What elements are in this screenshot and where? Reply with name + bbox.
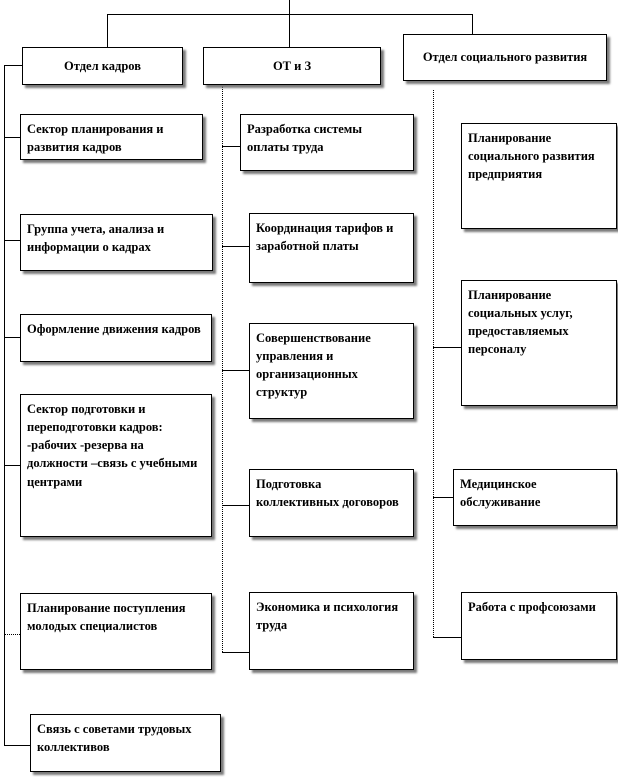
social-branch-2 [433,497,453,498]
hr-spine [4,65,5,745]
otz-item-pay-system: Разработка системы оплаты труда [240,114,414,171]
otz-spine [222,86,223,652]
top-connector [289,0,290,14]
drop-otz [289,14,290,47]
otz-item-management: Совершенствование управления и организационных структур [249,323,414,419]
department-otz-header: ОТ и З [203,47,381,85]
social-item-services: Планирование социальных услуг, предоставляемых персоналу [461,280,617,406]
otz-branch-1 [222,146,240,147]
hr-branch-4 [4,465,20,466]
hr-item-councils: Связь с советами трудовых коллективов [30,714,221,772]
hr-item-accounting: Группа учета, анализа и информации о кадрах [20,214,213,271]
hr-branch-1 [4,137,20,138]
social-item-planning: Планирование социального развития предприятия [461,123,617,229]
hr-item-young-specialists: Планирование поступления молодых специалистов [20,593,212,670]
otz-branch-4 [222,505,249,506]
hr-item-movement: Оформление движения кадров [20,314,212,362]
otz-item-economics: Экономика и психология труда [249,592,414,670]
social-branch-1 [433,347,461,348]
hr-branch-5 [4,634,20,635]
hr-spine-top [4,65,22,66]
drop-social [472,14,473,34]
otz-item-contracts: Подготовка коллективных договоров [249,469,414,537]
hr-branch-2 [4,240,20,241]
hr-item-training: Сектор подготовки и переподготовки кадров: -рабочих -резерва на должности –связь с учебными центрами [20,394,212,537]
department-social-header: Отдел социального развития [403,34,607,81]
drop-hr [107,14,108,47]
otz-item-tariffs: Координация тарифов и заработной платы [249,213,414,283]
hr-item-planning: Сектор планирования и развития кадров [20,114,203,160]
department-hr-header: Отдел кадров [22,47,183,85]
social-item-medical: Медицинское обслуживание [453,469,617,526]
social-spine [433,90,434,637]
hr-branch-3 [4,337,20,338]
otz-branch-5 [222,652,249,653]
otz-branch-2 [222,246,249,247]
social-item-unions: Работа с профсоюзами [461,592,617,660]
hr-branch-6 [4,745,30,746]
otz-branch-3 [222,370,249,371]
social-branch-3 [433,637,461,638]
